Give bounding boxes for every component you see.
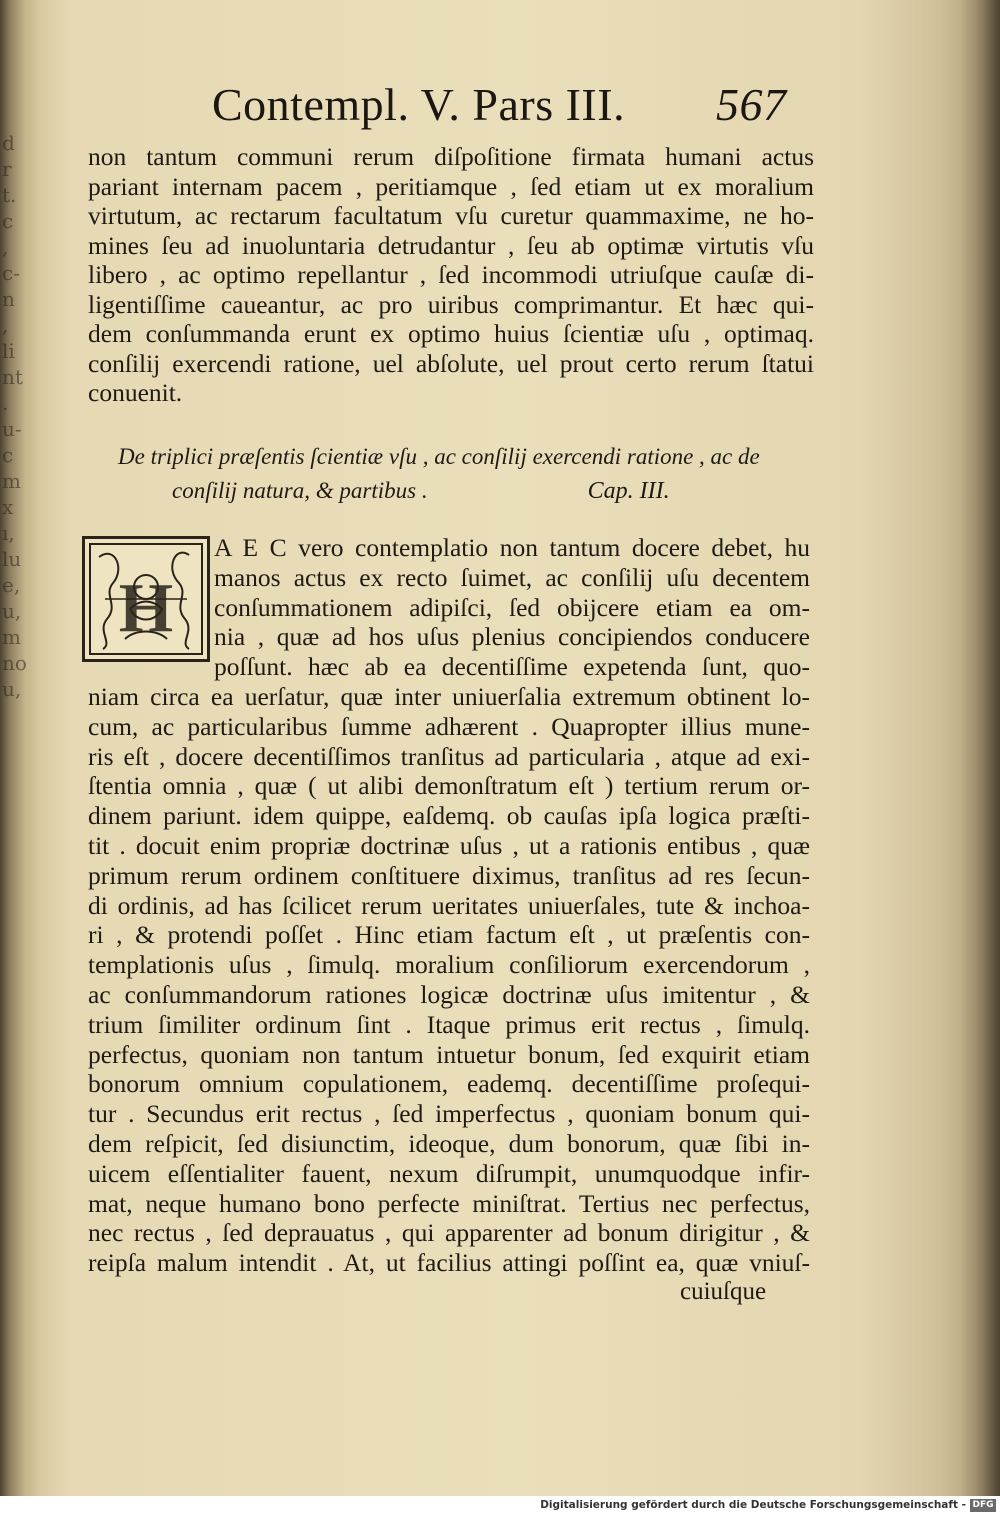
text-line: perfectus, quoniam non tantum intuetur bonum, ſed exquirit etiam — [88, 1039, 810, 1069]
text-line: conuenit. — [88, 378, 183, 407]
catchword: cuiuſque — [680, 1278, 767, 1305]
main-paragraph — [88, 533, 810, 1278]
dfg-logo: DFG — [970, 1499, 996, 1512]
text-line: niam circa ea uerſatur, quæ inter uniuerſalia extremum obtinent lo- — [88, 681, 810, 711]
text-line: ac conſummandorum rationes logicæ doctrinæ uſus imitentur , & — [88, 979, 810, 1009]
text-line: reipſa malum intendit . At, ut facilius attingi poſſint ea, quæ vniuſ- — [88, 1248, 810, 1278]
text-line: mines ſeu ad inuoluntaria detrudantur , ſeu ab optimæ virtutis vſu — [88, 230, 814, 260]
text-line: poſſunt. hæc ab ea decentiſſime expetenda ſunt, quo- — [214, 652, 810, 682]
text-line: conſummationem adipiſci, ſed obijcere etiam ea om- — [214, 592, 810, 622]
text-line: ligentiſſime caueantur, ac pro uiribus comprimantur. Et hæc qui- — [88, 289, 814, 319]
text-line: conſilij exercendi ratione, uel abſolute, uel prout certo rerum ſtatui — [88, 348, 814, 378]
text-line: templationis uſus , ſimulq. moralium conſiliorum exercendorum , — [88, 950, 810, 980]
text-line: nec rectus , ſed deprauatus , qui apparenter ad bonum dirigitur , & — [88, 1218, 810, 1248]
text-line: tur . Secundus erit rectus , ſed imperfectus , quoniam bonum qui- — [88, 1099, 810, 1129]
text-line: uicem eſſentialiter fauent, nexum diſrumpit, unumquodque infir- — [88, 1158, 810, 1188]
initial-letter: H — [118, 570, 174, 647]
text-line: libero , ac optimo repellantur , ſed incommodi utriuſque cauſæ di- — [88, 260, 814, 289]
footer-credit: Digitalisierung gefördert durch die Deutsche Forschungsgemeinschaft - — [540, 1499, 966, 1511]
chapter-heading-line-2-text: conſilij natura, & partibus . — [172, 478, 428, 503]
chapter-heading-line-1: De triplici præſentis ſcientiæ vſu , ac conſilij exercendi ratione , ac de — [118, 444, 760, 469]
text-line: tit . docuit enim propriæ doctrinæ uſus , ut a rationis entibus , quæ — [88, 830, 810, 860]
text-line: mat, neque humano bono perfecte miniſtrat. Tertius nec perfectus, — [88, 1188, 810, 1218]
chapter-heading-line-2 — [118, 474, 808, 508]
chapter-heading — [118, 440, 808, 508]
text-line: dem reſpicit, ſed disiunctim, ideoque, dum bonorum, quæ ſibi in- — [88, 1128, 810, 1158]
text-line: bonorum omnium copulationem, eademq. decentiſſime proſequi- — [88, 1069, 810, 1099]
text-line: nia , quæ ad hos uſus plenius concipiendos conducere — [214, 622, 810, 652]
text-line: ſtentia omnia , quæ ( ut alibi demonſtratum eſt ) tertium rerum or- — [88, 771, 810, 801]
text-line: A E C vero contemplatio non tantum docere debet, hu — [214, 533, 810, 562]
text-line: trium ſimiliter ordinum ſint . Itaque primus erit rectus , ſimulq. — [88, 1009, 810, 1039]
chapter-number: Cap. III. — [587, 478, 670, 504]
page-edge-shadow — [960, 0, 1000, 1496]
text-line: cum, ac particularibus ſumme adhærent . Quapropter illius mune- — [88, 711, 810, 741]
text-line: primum rerum ordinem conſtituere diximus, tranſitus ad res ſecun- — [88, 860, 810, 890]
text-line: manos actus ex recto ſuimet, ac conſilij uſu decentem — [214, 562, 810, 592]
text-line: non tantum communi rerum diſpoſitione firmata humani actus — [88, 142, 814, 171]
running-head-title: Contempl. V. Pars III. — [212, 79, 626, 130]
text-line: dinem pariunt. idem quippe, eaſdemq. ob cauſas ipſa logica præſti- — [88, 801, 810, 831]
text-line: di ordinis, ad has ſcilicet rerum ueritates uniuerſales, tute & inchoa- — [88, 890, 810, 920]
running-head — [212, 78, 812, 138]
text-line: virtutum, ac rectarum facultatum vſu curetur quammaxime, ne ho- — [88, 201, 814, 230]
text-line: dem conſummanda erunt ex optimo huius ſcientiæ uſu , optimaq. — [88, 319, 814, 348]
page-number: 567 — [716, 79, 787, 130]
text-line: pariant internam pacem , peritiamque , ſed etiam ut ex moralium — [88, 171, 814, 201]
text-line: ri , & protendi poſſet . Hinc etiam factum eſt , ut præſentis con- — [88, 920, 810, 950]
margin-fragments: d r t. c , c- n , li nt . u- c m x ı, lu e, u, m no u, — [2, 131, 27, 701]
top-text-block — [88, 142, 814, 408]
text-line: ris eſt , docere decentiſſimos tranſitus ad particularia , atque ad exi- — [88, 741, 810, 771]
footer-bar — [0, 1496, 1000, 1516]
